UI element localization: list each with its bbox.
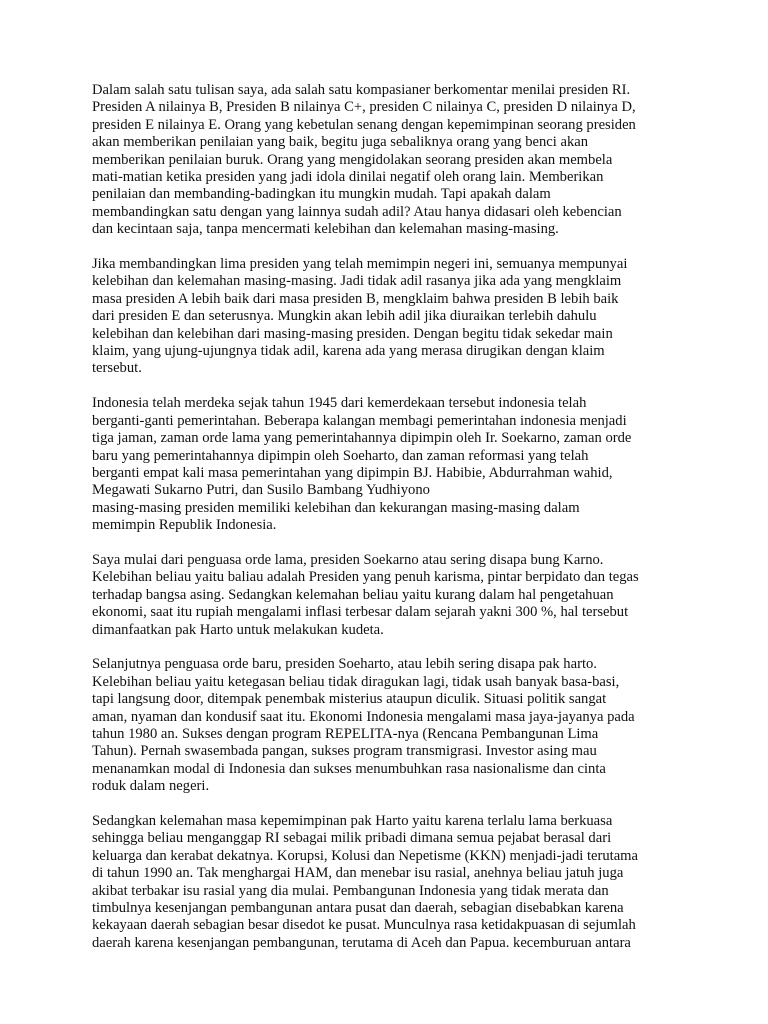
text-line: tiga jaman, zaman orde lama yang pemerintahannya dipimpin oleh Ir. Soekarno, zaman orde (92, 430, 632, 447)
text-line: memimpin Republik Indonesia. (92, 517, 277, 534)
text-line: presiden E nilainya E. Orang yang kebetulan senang dengan kepemimpinan seorang presiden (92, 116, 636, 133)
text-line: kekayaan daerah sebagian besar disedot ke pusat. Munculnya rasa ketidakpuasan di sejumlah (92, 917, 636, 934)
text-line: Sedangkan kelemahan masa kepemimpinan pak Harto yaitu karena terlalu lama berkuasa (92, 812, 613, 829)
paragraph-4 (92, 552, 692, 639)
text-line: dari presiden E dan seterusnya. Mungkin akan lebih adil jika diuraikan terlebih dahulu (92, 308, 597, 325)
text-line: penilaian dan membanding-badingkan itu mungkin mudah. Tapi apakah dalam (92, 186, 551, 203)
text-line: memberikan penilaian buruk. Orang yang mengidolakan seorang presiden akan membela (92, 151, 613, 168)
text-line: tapi langsung door, ditempak penembak misterius ataupun diculik. Situasi politik sangat (92, 691, 607, 708)
text-line: aman, nyaman dan kondusif saat itu. Ekonomi Indonesia mengalami masa jaya-jayanya pada (92, 708, 635, 725)
text-line: roduk dalam negeri. (92, 778, 210, 795)
text-line: daerah karena kesenjangan pembangunan, terutama di Aceh dan Papua. kecemburuan antara (92, 934, 631, 951)
text-line: Presiden A nilainya B, Presiden B nilainya C+, presiden C nilainya C, presiden D nilainya D, (92, 99, 636, 116)
text-line: Saya mulai dari penguasa orde lama, presiden Soekarno atau sering disapa bung Karno. (92, 551, 604, 568)
text-line: tahun 1980 an. Sukses dengan program REPELITA-nya (Rencana Pembangunan Lima (92, 725, 599, 742)
text-line: Indonesia telah merdeka sejak tahun 1945 dari kemerdekaan tersebut indonesia telah (92, 395, 587, 412)
text-line: ekonomi, saat itu rupiah mengalami inflasi terbesar dalam sejarah yakni 300 %, hal tersebut (92, 604, 629, 621)
text-line: tersebut. (92, 360, 142, 377)
text-line: dan kecintaan saja, tanpa mencermati kelebihan dan kelemahan masing-masing. (92, 221, 559, 238)
text-line: Kelebihan beliau yaitu baliau adalah Presiden yang penuh karisma, pintar berpidato dan tegas (92, 569, 639, 586)
text-line: akibat terbakar isu rasial yang dia mulai. Pembangunan Indonesia yang tidak merata dan (92, 882, 609, 899)
text-line: sehingga beliau menganggap RI sebagai milik pribadi dimana semua pejabat berasal dari (92, 830, 612, 847)
text-line: Megawati Sukarno Putri, dan Susilo Bambang Yudhiyono (92, 482, 430, 499)
paragraph-2 (92, 256, 692, 378)
text-line: baru yang pemerintahannya dipimpin oleh Soeharto, dan zaman reformasi yang telah (92, 447, 589, 464)
text-line: kelebihan dan kelemahan masing-masing. Jadi tidak adil rasanya jika ada yang mengklaim (92, 273, 622, 290)
paragraph-1 (92, 82, 692, 239)
text-line: terhadap bangsa asing. Sedangkan kelemahan beliau yaitu kurang dalam hal pengetahuan (92, 586, 614, 603)
text-line: mati-matian ketika presiden yang jadi idola dinilai negatif oleh orang lain. Memberikan (92, 169, 604, 186)
text-line: Kelebihan beliau yaitu ketegasan beliau tidak diragukan lagi, tidak usah banyak basa-basi, (92, 673, 620, 690)
paragraph-6 (92, 813, 692, 952)
text-line: masa presiden A lebih baik dari masa presiden B, mengklaim bahwa presiden B lebih baik (92, 290, 619, 307)
text-line: Selanjutnya penguasa orde baru, presiden Soeharto, atau lebih sering disapa pak harto. (92, 656, 597, 673)
text-line: dimanfaatkan pak Harto untuk melakukan kudeta. (92, 621, 384, 638)
text-line: Jika membandingkan lima presiden yang telah memimpin negeri ini, semuanya mempunyai (92, 256, 628, 273)
text-line: Tahun). Pernah swasembada pangan, sukses program transmigrasi. Investor asing mau (92, 743, 597, 760)
paragraph-3 (92, 395, 692, 534)
text-line: membandingkan satu dengan yang lainnya sudah adil? Atau hanya didasari oleh kebencian (92, 203, 622, 220)
text-line: timbulnya kesenjangan pembangunan antara pusat dan daerah, sebagian disebabkan karena (92, 900, 624, 917)
text-line: masing-masing presiden memiliki kelebihan dan kekurangan masing-masing dalam (92, 499, 580, 516)
article-body (92, 82, 692, 970)
text-line: kelebihan dan kelebihan dari masing-masing presiden. Dengan begitu tidak sekedar main (92, 325, 613, 342)
text-line: berganti empat kali masa pemerintahan yang dipimpin BJ. Habibie, Abdurrahman wahid, (92, 464, 613, 481)
paragraph-5 (92, 656, 692, 795)
text-line: keluarga dan kerabat dekatnya. Korupsi, Kolusi dan Nepetisme (KKN) menjadi-jadi terutama (92, 847, 639, 864)
text-line: akan memberikan penilaian yang baik, begitu juga sebaliknya orang yang benci akan (92, 134, 589, 151)
text-line: menanamkan modal di Indonesia dan sukses menumbuhkan rasa nasionalisme dan cinta (92, 760, 606, 777)
text-line: di tahun 1990 an. Tak menghargai HAM, dan menebar isu rasial, anehnya beliau jatuh juga (92, 865, 624, 882)
text-line: Dalam salah satu tulisan saya, ada salah satu kompasianer berkomentar menilai presiden RI. (92, 82, 631, 98)
text-line: klaim, yang ujung-ujungnya tidak adil, karena ada yang merasa dirugikan dengan klaim (92, 343, 605, 360)
text-line: berganti-ganti pemerintahan. Beberapa kalangan membagi pemerintahan indonesia menjadi (92, 412, 627, 429)
